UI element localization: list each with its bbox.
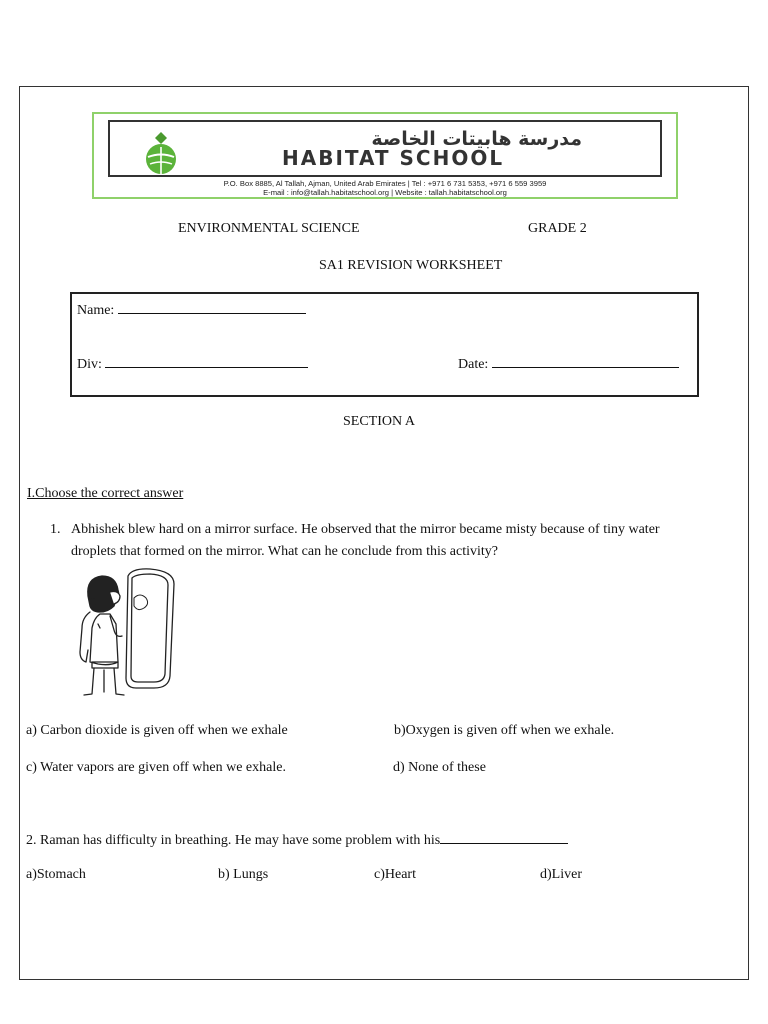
option-d[interactable]: d) None of these [393,760,486,775]
question-1-line-2: droplets that formed on the mirror. What can he conclude from this activity? [71,544,498,559]
leaf-globe-icon [136,130,186,176]
name-label: Name: [77,303,115,318]
worksheet-title: SA1 REVISION WORKSHEET [319,258,503,273]
date-label: Date: [458,357,489,372]
option-c[interactable]: c) Water vapors are given off when we exhale. [26,760,286,775]
div-blank[interactable] [105,355,308,368]
section-title: SECTION A [343,414,415,429]
school-contact-info [100,179,670,197]
option-b[interactable]: b) Lungs [218,867,269,882]
boy-breathing-on-mirror-illustration [70,566,182,698]
name-field[interactable] [77,301,306,319]
contact-line: E-mail : info@tallah.habitatschool.org | Website : tallah.habitatschool.org [263,188,507,197]
option-c[interactable]: c)Heart [374,867,416,882]
div-field[interactable] [77,355,308,373]
question-2-text: 2. Raman has difficulty in breathing. He may have some problem with his [26,833,441,848]
school-arabic-name: مدرسة هابيتات الخاصة [371,128,582,150]
option-d[interactable]: d)Liver [540,867,582,882]
div-label: Div: [77,357,102,372]
option-a[interactable]: a) Carbon dioxide is given off when we exhale [26,723,288,738]
question-2 [26,831,568,849]
school-name: HABITAT SCHOOL [282,146,505,170]
address-line: P.O. Box 8885, Al Tallah, Ajman, United Arab Emirates | Tel : +971 6 731 5353, +971 6 559 3959 [223,179,547,188]
date-blank[interactable] [492,355,679,368]
answer-blank[interactable] [440,831,568,844]
subject-title: ENVIRONMENTAL SCIENCE [178,221,360,236]
part-heading: I.Choose the correct answer [27,486,184,501]
date-field[interactable] [458,355,679,373]
option-a[interactable]: a)Stomach [26,867,86,882]
question-number: 1. [50,522,61,537]
name-blank[interactable] [118,301,306,314]
option-b[interactable]: b)Oxygen is given off when we exhale. [394,723,615,738]
question-1-line-1: Abhishek blew hard on a mirror surface. He observed that the mirror became misty because of tiny water [71,522,660,537]
grade-label: GRADE 2 [528,221,587,236]
